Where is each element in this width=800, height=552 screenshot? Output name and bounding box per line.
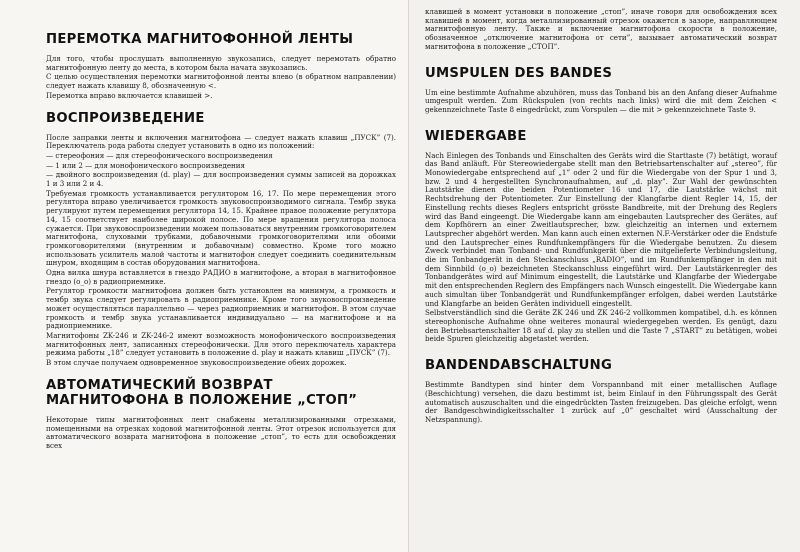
paragraph: Для того, чтобы прослушать выполненную звукозапись, следует перемотать обратно магнитофонную ленту до места, в котором была начата звукозапись. <box>46 54 396 72</box>
list-item: — 1 или 2 — для монофонического воспроизведения <box>46 160 245 170</box>
paragraph: С целью осуществления перемотки магнитофонной ленты влево (в обратном направлении) следует нажать клавишу 8, обозначенную <. <box>46 72 396 91</box>
paragraph: Одна вилка шнура вставляется в гнездо РАДИО в магнитофоне, а вторая в магнитофонное гнездо (о_о) в радиоприемнике. <box>46 268 396 286</box>
paragraph: Перемотка вправо включается клавишей >. <box>46 90 213 100</box>
list-item: — стереофония — для стереофонического воспроизведения <box>46 150 273 160</box>
paragraph: Selbstverständlich sind die Geräte ZK 246 und ZK 246-2 vollkommen kompatibel, d.h. es können stereophonische Aufnahme ohne weiteres monaural wiedergegeben werden. Es genügt, dazu den Betriebsartenschalter 18 auf d. play zu stellen und die Taste 7 „START” zu betätigen, wobei beide Spuren gleichzeitig abgetastet werden. <box>425 308 777 344</box>
paragraph: После заправки ленты и включения магнитофона — следует нажать клавиш „ПУСК” (7). Переключатель рода работы следует установить в одно из положений: <box>46 132 396 151</box>
paragraph: Магнитофоны ZK-246 и ZK-246-2 имеют возможность монофонического воспроизведения магнитофонных лент, записанных стереофонически. Для этого переключатель характера режима работы „18” следует установить в положение d. play и нажать клавиш „ПУСК” (7). <box>46 330 396 358</box>
paragraph: Nach Einlegen des Tonbands und Einschalten des Geräts wird die Starttaste (7) betätigt, worauf das Band anläuft. Für Stereowiedergabe stellt man den Betriebsartenschalter auf „stereo”, für Monowiedergabe entsprechend auf „1” oder 2 und für die Wiedergabe von der Spur 1 und 3, bzw. 2 und 4 hergestellten Synchronaufnahmen, auf „d. play”. Zur Wahl der gewünschten Lautstärke dienen die beiden Potentiometer 16 und 17, die Lautstärke wächst mit Rechtsdrehung der Potentiometer. Zur Einstellung der Klangfarbe dient Regler 14, 15, der Einstellung rechts dieses Reglers entspricht grösste Bandbreite, mit der Drehung des Reglers wird das Band eingeengt. Die Wiedergabe kann am eingebauten Lautsprecher des Gerätes, auf dem Kopfhörern an einer Zweitlautsprecher, bzw. gleichzeitig an internen und externem Lautsprecher abgehört werden. Man kann auch einen externen N.F.-Verstärker oder die Endstufe und den Lautsprecher eines Rundfunkempfängers für die Wiedergabe benutzen. Zu diesem Zweck verbindet man Tonband- und Rundfunkgerät über die mitgelieferte Verbindungsleitung, die im Tonbandgerät in den Steckanschluss „RADIO”, und im Rundfunkempfänger in den mit dem Sinnbild (o_o) bezeichneten Steckanschluss eingeführt wird. Der Lautstärkenregler des Tonbandgerätes wird auf Minimum eingestellt, die Lautstärke und Klangfarbe der Wiedergabe mit den entsprechenden Reglern des Empfängers nach Wunsch eingestellt. Die Wiedergabe kann auch simultan über Tonbandgerät und Rundfunkempfänger erfolgen, dabei werden Lautstärke und Klangfarbe an beiden Geräten individuell eingestellt. <box>425 150 777 308</box>
left-column <box>46 18 396 452</box>
paragraph: Bestimmte Bandtypen sind hinter dem Vorspannband mit einer metallischen Auflage (Beschichtung) versehen, die dazu bestimmt ist, beim Einlauf in den Führungsspalt des Gerät automatisch auszuschalten und die eingedrückten Tasten freizugeben. Das gleiche erfolgt, wenn der Bandgeschwindigkeitsschalter 1 zurück auf „0” geschaltet wird (Ausschaltung der Netzspannung). <box>425 380 777 424</box>
heading-playback: ВОСПРОИЗВЕДЕНИЕ <box>46 110 205 126</box>
paragraph: Регулятор громкости магнитофона должен быть установлен на минимум, а громкость и тембр звука следует регулировать в радиоприемнике. Кроме того звуковоспроизведение может осуществляться параллельно — через радиоприемник и магнитофон. В этом случае громкость и тембр звука устанавливается индивидуально — на магнитофоне и на радиоприемнике. <box>46 286 396 331</box>
heading-bandendabschaltung: BANDENDABSCHALTUNG <box>425 358 613 374</box>
paragraph: Um eine bestimmte Aufnahme abzuhören, muss das Tonband bis an den Anfang dieser Aufnahme umgespult werden. Zum Rückspulen (von rechts nach links) wird die mit dem Zeichen < gekennzeichnete Taste 8 eingedrückt, zum Vorspulen — die mit > gekennzeichnete Taste 9. <box>425 87 777 114</box>
heading-auto-stop: АВТОМАТИЧЕСКИЙ ВОЗВРАТ МАГНИТОФОНА В ПОЛОЖЕНИЕ „СТОП” <box>46 377 358 408</box>
list-item: — двойного воспроизведения (d. play) — для воспроизведения суммы записей на дорожках 1 и 3 или 2 и 4. <box>46 170 396 189</box>
paragraph: Некоторые типы магнитофонных лент снабжены металлизированными отрезками, помещенными на отрезках ходовой магнитофонной ленты. Этот отрезок используется для автоматического возврата магнитофона в положение „стоп”, то есть для освобождения всех <box>46 414 396 450</box>
heading-umspulen: UMSPULEN DES BANDES <box>425 65 613 81</box>
right-column <box>425 8 777 426</box>
paragraph: В этом случае получаем одновременное звуковоспроизведение обеих дорожек. <box>46 358 347 368</box>
right-page <box>408 0 800 552</box>
paragraph: клавишей в момент установки в положение „стоп”, иначе говоря для освобождения всех клавишей в момент, когда металлизированный отрезок окажется в зазоре, направляющем магнитофонную ленту. Также и включение магнитофона скорости в положение, обозначенное „отключение магнитофона от сети”, вызывает автоматический возврат магнитофона в положение „СТОП”. <box>425 7 777 51</box>
paragraph: Требуемая громкость устанавливается регулятором 16, 17. По мере перемещения этого регулятора вправо увеличивается громкость звуковоспроизводимого сигнала. Тембр звука регулируют путем перемещения регулятора 14, 15. Крайнее правое положение регулятора 14, 15 соответствует наиболее широкой полосе. По мере вращения регулятора полоса сужается. При звуковоспроизведении можем пользоваться внутренним громкоговорителем магнитофона, слуховыми трубками, добавочными громкоговорителями или обоими громкоговорителями (внутренним и добавочным) совместно. Кроме того можно использовать усилитель малой частоты и магнитофон следует соединить соединительным шнуром, входящим в состав оборудования магнитофона. <box>46 188 396 268</box>
heading-wiedergabe: WIEDERGABE <box>425 128 527 144</box>
heading-rewind: ПЕРЕМОТКА МАГНИТОФОННОЙ ЛЕНТЫ <box>46 32 354 47</box>
